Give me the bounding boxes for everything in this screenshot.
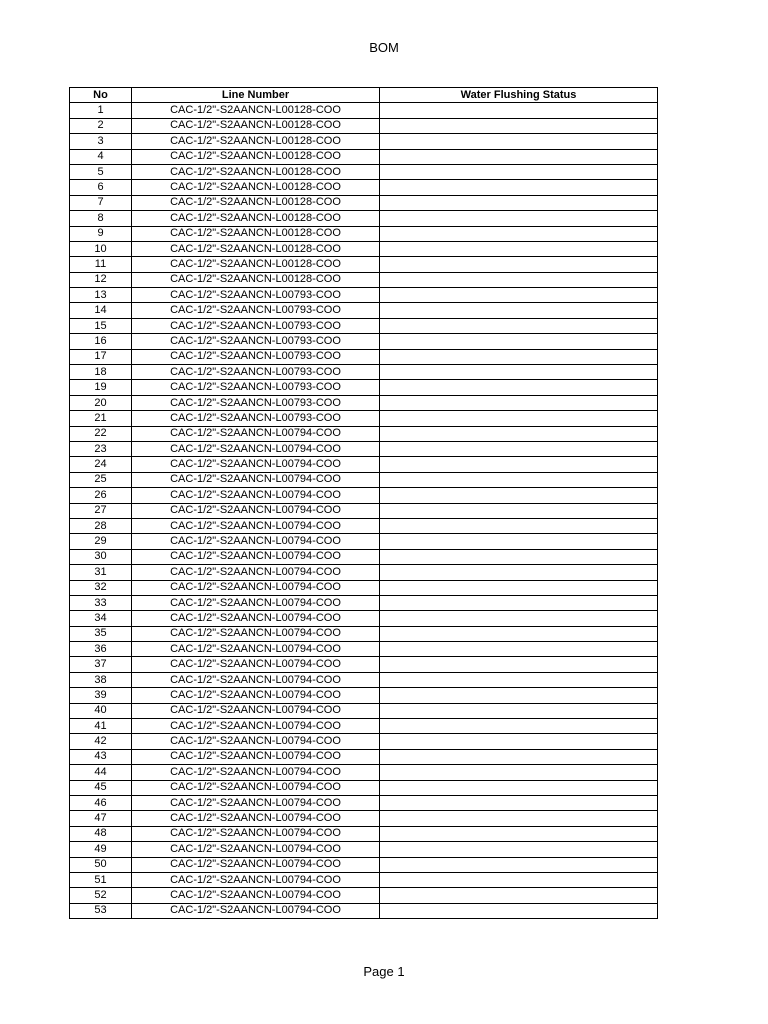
table-row [70, 118, 658, 133]
bom-table [69, 87, 658, 919]
row-no: 30 [70, 549, 132, 564]
row-no: 1 [70, 103, 132, 118]
row-line-number: CAC-1/2"-S2AANCN-L00128-COO [132, 134, 380, 149]
row-no: 17 [70, 349, 132, 364]
table-row [70, 811, 658, 826]
table-row [70, 226, 658, 241]
table-row [70, 472, 658, 487]
row-line-number: CAC-1/2"-S2AANCN-L00128-COO [132, 195, 380, 210]
table-row [70, 749, 658, 764]
row-no: 8 [70, 211, 132, 226]
row-water-flushing-status[interactable] [380, 257, 658, 272]
row-no: 27 [70, 503, 132, 518]
table-row [70, 826, 658, 841]
row-no: 36 [70, 642, 132, 657]
row-no: 19 [70, 380, 132, 395]
row-water-flushing-status[interactable] [380, 595, 658, 610]
row-line-number: CAC-1/2"-S2AANCN-L00794-COO [132, 842, 380, 857]
row-water-flushing-status[interactable] [380, 441, 658, 456]
row-line-number: CAC-1/2"-S2AANCN-L00794-COO [132, 657, 380, 672]
row-water-flushing-status[interactable] [380, 642, 658, 657]
row-no: 12 [70, 272, 132, 287]
row-water-flushing-status[interactable] [380, 349, 658, 364]
row-line-number: CAC-1/2"-S2AANCN-L00794-COO [132, 580, 380, 595]
row-line-number: CAC-1/2"-S2AANCN-L00794-COO [132, 703, 380, 718]
row-water-flushing-status[interactable] [380, 657, 658, 672]
row-water-flushing-status[interactable] [380, 241, 658, 256]
table-row [70, 395, 658, 410]
table-row [70, 134, 658, 149]
row-line-number: CAC-1/2"-S2AANCN-L00128-COO [132, 103, 380, 118]
row-line-number: CAC-1/2"-S2AANCN-L00793-COO [132, 395, 380, 410]
table-row [70, 195, 658, 210]
row-no: 6 [70, 180, 132, 195]
row-water-flushing-status[interactable] [380, 180, 658, 195]
row-no: 2 [70, 118, 132, 133]
row-line-number: CAC-1/2"-S2AANCN-L00793-COO [132, 318, 380, 333]
row-water-flushing-status[interactable] [380, 118, 658, 133]
table-row [70, 565, 658, 580]
row-water-flushing-status[interactable] [380, 534, 658, 549]
row-line-number: CAC-1/2"-S2AANCN-L00793-COO [132, 334, 380, 349]
row-line-number: CAC-1/2"-S2AANCN-L00128-COO [132, 211, 380, 226]
row-line-number: CAC-1/2"-S2AANCN-L00794-COO [132, 872, 380, 887]
row-line-number: CAC-1/2"-S2AANCN-L00794-COO [132, 488, 380, 503]
table-row [70, 334, 658, 349]
row-line-number: CAC-1/2"-S2AANCN-L00794-COO [132, 611, 380, 626]
header-water-flushing-status: Water Flushing Status [380, 88, 658, 103]
row-line-number: CAC-1/2"-S2AANCN-L00128-COO [132, 180, 380, 195]
table-row [70, 580, 658, 595]
table-row [70, 765, 658, 780]
row-water-flushing-status[interactable] [380, 857, 658, 872]
row-water-flushing-status[interactable] [380, 688, 658, 703]
row-water-flushing-status[interactable] [380, 395, 658, 410]
table-row [70, 780, 658, 795]
row-water-flushing-status[interactable] [380, 211, 658, 226]
header-line-number: Line Number [132, 88, 380, 103]
row-no: 38 [70, 672, 132, 687]
row-water-flushing-status[interactable] [380, 411, 658, 426]
row-water-flushing-status[interactable] [380, 288, 658, 303]
table-header [70, 88, 658, 103]
table-row [70, 457, 658, 472]
row-water-flushing-status[interactable] [380, 565, 658, 580]
row-line-number: CAC-1/2"-S2AANCN-L00128-COO [132, 149, 380, 164]
row-no: 37 [70, 657, 132, 672]
row-line-number: CAC-1/2"-S2AANCN-L00794-COO [132, 426, 380, 441]
table-row [70, 349, 658, 364]
row-water-flushing-status[interactable] [380, 811, 658, 826]
row-no: 49 [70, 842, 132, 857]
table-row [70, 857, 658, 872]
row-line-number: CAC-1/2"-S2AANCN-L00794-COO [132, 888, 380, 903]
row-water-flushing-status[interactable] [380, 149, 658, 164]
row-water-flushing-status[interactable] [380, 826, 658, 841]
row-water-flushing-status[interactable] [380, 734, 658, 749]
row-no: 33 [70, 595, 132, 610]
row-water-flushing-status[interactable] [380, 611, 658, 626]
row-line-number: CAC-1/2"-S2AANCN-L00794-COO [132, 826, 380, 841]
row-no: 10 [70, 241, 132, 256]
table-row [70, 380, 658, 395]
row-water-flushing-status[interactable] [380, 195, 658, 210]
row-no: 25 [70, 472, 132, 487]
row-line-number: CAC-1/2"-S2AANCN-L00794-COO [132, 749, 380, 764]
table-row [70, 734, 658, 749]
row-line-number: CAC-1/2"-S2AANCN-L00793-COO [132, 349, 380, 364]
header-no: No [70, 88, 132, 103]
row-water-flushing-status[interactable] [380, 749, 658, 764]
row-no: 29 [70, 534, 132, 549]
table-row [70, 288, 658, 303]
row-line-number: CAC-1/2"-S2AANCN-L00128-COO [132, 257, 380, 272]
row-line-number: CAC-1/2"-S2AANCN-L00794-COO [132, 518, 380, 533]
table-row [70, 703, 658, 718]
row-no: 44 [70, 765, 132, 780]
row-no: 18 [70, 365, 132, 380]
row-no: 47 [70, 811, 132, 826]
row-no: 41 [70, 719, 132, 734]
row-water-flushing-status[interactable] [380, 765, 658, 780]
row-line-number: CAC-1/2"-S2AANCN-L00794-COO [132, 734, 380, 749]
row-water-flushing-status[interactable] [380, 503, 658, 518]
row-water-flushing-status[interactable] [380, 303, 658, 318]
row-no: 43 [70, 749, 132, 764]
row-water-flushing-status[interactable] [380, 134, 658, 149]
table-row [70, 103, 658, 118]
row-line-number: CAC-1/2"-S2AANCN-L00794-COO [132, 472, 380, 487]
row-line-number: CAC-1/2"-S2AANCN-L00794-COO [132, 534, 380, 549]
row-water-flushing-status[interactable] [380, 719, 658, 734]
row-no: 26 [70, 488, 132, 503]
row-water-flushing-status[interactable] [380, 272, 658, 287]
table-row [70, 426, 658, 441]
row-line-number: CAC-1/2"-S2AANCN-L00128-COO [132, 118, 380, 133]
table-row [70, 888, 658, 903]
document-title: BOM [369, 40, 399, 55]
row-water-flushing-status[interactable] [380, 549, 658, 564]
row-line-number: CAC-1/2"-S2AANCN-L00794-COO [132, 857, 380, 872]
row-line-number: CAC-1/2"-S2AANCN-L00794-COO [132, 795, 380, 810]
table-row [70, 611, 658, 626]
row-water-flushing-status[interactable] [380, 842, 658, 857]
row-water-flushing-status[interactable] [380, 365, 658, 380]
row-no: 34 [70, 611, 132, 626]
row-line-number: CAC-1/2"-S2AANCN-L00794-COO [132, 642, 380, 657]
row-water-flushing-status[interactable] [380, 488, 658, 503]
row-line-number: CAC-1/2"-S2AANCN-L00794-COO [132, 811, 380, 826]
row-water-flushing-status[interactable] [380, 903, 658, 918]
row-water-flushing-status[interactable] [380, 226, 658, 241]
row-water-flushing-status[interactable] [380, 103, 658, 118]
page-footer: Page 1 [363, 964, 405, 979]
row-line-number: CAC-1/2"-S2AANCN-L00794-COO [132, 565, 380, 580]
row-water-flushing-status[interactable] [380, 334, 658, 349]
table-row [70, 149, 658, 164]
table-row [70, 241, 658, 256]
table-row [70, 903, 658, 918]
table-row [70, 518, 658, 533]
row-line-number: CAC-1/2"-S2AANCN-L00794-COO [132, 503, 380, 518]
row-line-number: CAC-1/2"-S2AANCN-L00794-COO [132, 765, 380, 780]
row-water-flushing-status[interactable] [380, 872, 658, 887]
row-no: 16 [70, 334, 132, 349]
row-water-flushing-status[interactable] [380, 380, 658, 395]
row-line-number: CAC-1/2"-S2AANCN-L00794-COO [132, 903, 380, 918]
table-row [70, 688, 658, 703]
row-water-flushing-status[interactable] [380, 164, 658, 179]
table-row [70, 488, 658, 503]
table-row [70, 180, 658, 195]
row-no: 3 [70, 134, 132, 149]
row-line-number: CAC-1/2"-S2AANCN-L00128-COO [132, 226, 380, 241]
table-row [70, 549, 658, 564]
row-line-number: CAC-1/2"-S2AANCN-L00794-COO [132, 549, 380, 564]
row-line-number: CAC-1/2"-S2AANCN-L00794-COO [132, 595, 380, 610]
table-row [70, 257, 658, 272]
row-no: 21 [70, 411, 132, 426]
row-line-number: CAC-1/2"-S2AANCN-L00793-COO [132, 288, 380, 303]
table-row [70, 626, 658, 641]
header-row [70, 88, 658, 103]
row-no: 13 [70, 288, 132, 303]
table-row [70, 534, 658, 549]
row-water-flushing-status[interactable] [380, 795, 658, 810]
row-no: 15 [70, 318, 132, 333]
table-row [70, 872, 658, 887]
row-no: 45 [70, 780, 132, 795]
table-row [70, 318, 658, 333]
row-water-flushing-status[interactable] [380, 888, 658, 903]
row-no: 40 [70, 703, 132, 718]
row-no: 5 [70, 164, 132, 179]
table-row [70, 503, 658, 518]
row-water-flushing-status[interactable] [380, 318, 658, 333]
table-row [70, 795, 658, 810]
row-water-flushing-status[interactable] [380, 580, 658, 595]
row-line-number: CAC-1/2"-S2AANCN-L00128-COO [132, 164, 380, 179]
row-no: 53 [70, 903, 132, 918]
row-line-number: CAC-1/2"-S2AANCN-L00128-COO [132, 241, 380, 256]
row-line-number: CAC-1/2"-S2AANCN-L00793-COO [132, 380, 380, 395]
row-no: 32 [70, 580, 132, 595]
row-no: 46 [70, 795, 132, 810]
row-no: 31 [70, 565, 132, 580]
row-no: 35 [70, 626, 132, 641]
row-line-number: CAC-1/2"-S2AANCN-L00793-COO [132, 411, 380, 426]
row-line-number: CAC-1/2"-S2AANCN-L00793-COO [132, 365, 380, 380]
table-row [70, 211, 658, 226]
row-no: 9 [70, 226, 132, 241]
table-row [70, 657, 658, 672]
row-no: 39 [70, 688, 132, 703]
row-water-flushing-status[interactable] [380, 518, 658, 533]
table-row [70, 595, 658, 610]
row-line-number: CAC-1/2"-S2AANCN-L00794-COO [132, 672, 380, 687]
row-line-number: CAC-1/2"-S2AANCN-L00794-COO [132, 457, 380, 472]
row-no: 52 [70, 888, 132, 903]
row-no: 50 [70, 857, 132, 872]
table-row [70, 164, 658, 179]
table-body [70, 103, 658, 919]
row-water-flushing-status[interactable] [380, 457, 658, 472]
row-line-number: CAC-1/2"-S2AANCN-L00793-COO [132, 303, 380, 318]
row-line-number: CAC-1/2"-S2AANCN-L00794-COO [132, 719, 380, 734]
table-row [70, 672, 658, 687]
row-no: 23 [70, 441, 132, 456]
table-row [70, 842, 658, 857]
row-no: 42 [70, 734, 132, 749]
row-no: 20 [70, 395, 132, 410]
row-water-flushing-status[interactable] [380, 703, 658, 718]
row-no: 11 [70, 257, 132, 272]
row-no: 48 [70, 826, 132, 841]
table-row [70, 411, 658, 426]
row-no: 51 [70, 872, 132, 887]
row-line-number: CAC-1/2"-S2AANCN-L00128-COO [132, 272, 380, 287]
row-water-flushing-status[interactable] [380, 780, 658, 795]
table-row [70, 365, 658, 380]
table-row [70, 441, 658, 456]
row-no: 22 [70, 426, 132, 441]
table-row [70, 719, 658, 734]
row-water-flushing-status[interactable] [380, 672, 658, 687]
table-row [70, 642, 658, 657]
row-line-number: CAC-1/2"-S2AANCN-L00794-COO [132, 688, 380, 703]
table-row [70, 272, 658, 287]
row-water-flushing-status[interactable] [380, 426, 658, 441]
row-no: 28 [70, 518, 132, 533]
row-line-number: CAC-1/2"-S2AANCN-L00794-COO [132, 441, 380, 456]
row-water-flushing-status[interactable] [380, 626, 658, 641]
row-no: 24 [70, 457, 132, 472]
row-no: 7 [70, 195, 132, 210]
row-line-number: CAC-1/2"-S2AANCN-L00794-COO [132, 626, 380, 641]
row-water-flushing-status[interactable] [380, 472, 658, 487]
row-line-number: CAC-1/2"-S2AANCN-L00794-COO [132, 780, 380, 795]
table-row [70, 303, 658, 318]
row-no: 14 [70, 303, 132, 318]
row-no: 4 [70, 149, 132, 164]
